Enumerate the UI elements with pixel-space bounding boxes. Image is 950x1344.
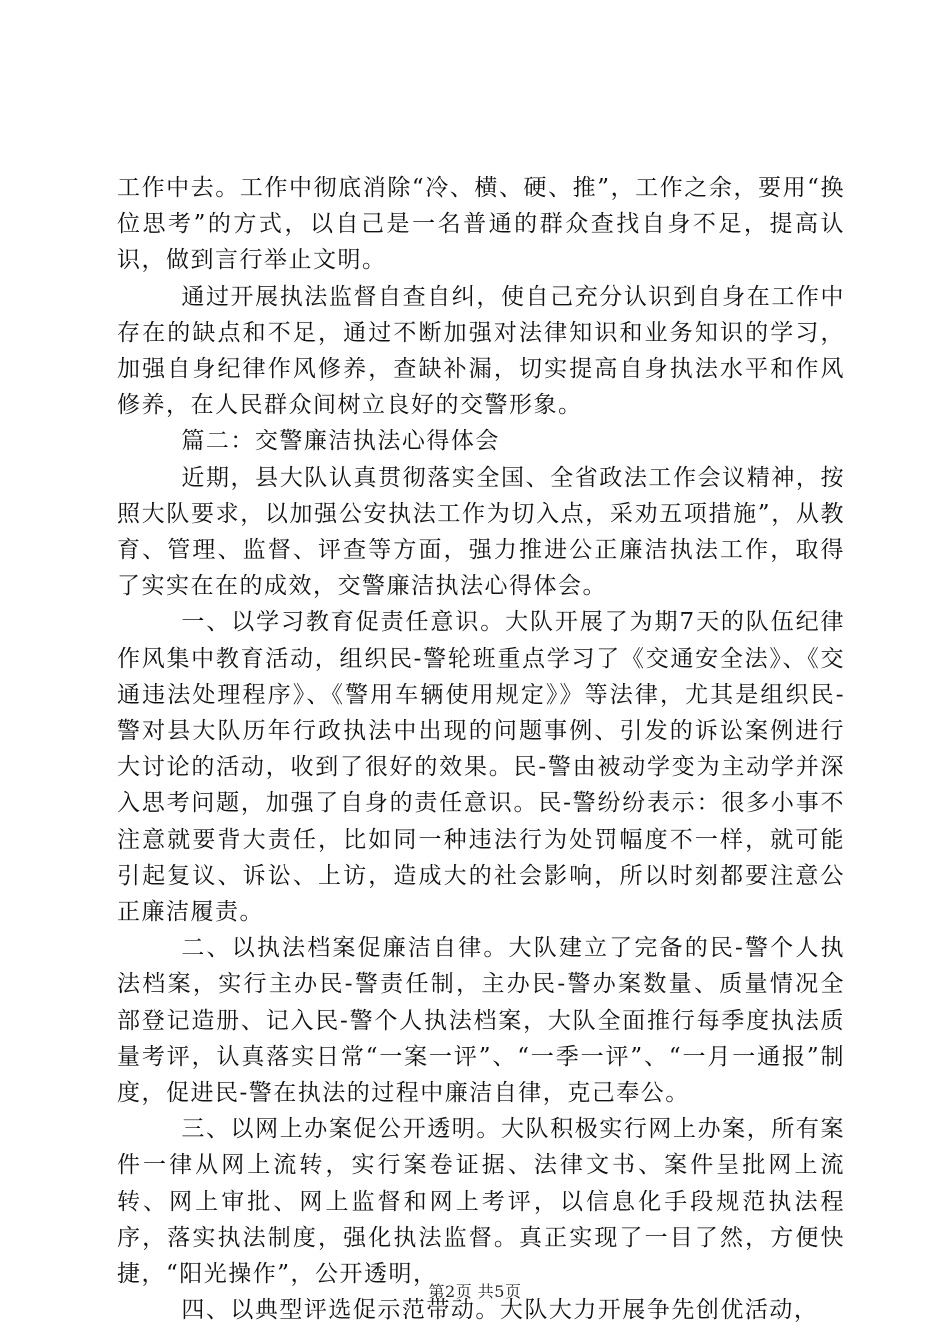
paragraph: 三、以网上办案促公开透明。大队积极实行网上办案，所有案件一律从网上流转，实行案卷证据、法律文书、案件呈批网上流转、网上审批、网上监督和网上考评，以信息化手段规范执法程序，落实执法制度，强化执法监督。真正实现了一目了然，方便快捷，“阳光操作”，公开透明， xyxy=(117,1116,845,1288)
paragraph: 通过开展执法监督自查自纠，使自己充分认识到自身在工作中存在的缺点和不足，通过不断加强对法律知识和业务知识的学习，加强自身纪律作风修养，查缺补漏，切实提高自身执法水平和作风修养，在人民群众间树立良好的交警形象。 xyxy=(117,283,845,419)
paragraph: 工作中去。工作中彻底消除“冷、横、硬、推”，工作之余，要用“换位思考”的方式，以自己是一名普通的群众查找自身不足，提高认识，做到言行举止文明。 xyxy=(117,175,845,274)
paragraph: 二、以执法档案促廉洁自律。大队建立了完备的民-警个人执法档案，实行主办民-警责任制，主办民-警办案数量、质量情况全部登记造册、记入民-警个人执法档案，大队全面推行每季度执法质量考评，认真落实日常“一案一评”、“一季一评”、“一月一通报”制度，促进民-警在执法的过程中廉洁自律，克己奉公。 xyxy=(117,935,845,1107)
document-body xyxy=(117,170,845,1329)
paragraph: 四、以典型评选促示范带动。大队大力开展争先创优活动， xyxy=(181,1297,819,1324)
paragraph: 近期，县大队认真贯彻落实全国、全省政法工作会议精神，按照大队要求，以加强公安执法工作为切入点，采劝五项措施”，从教育、管理、监督、评查等方面，强力推进公正廉洁执法工作，取得了实实在在的成效，交警廉洁执法心得体会。 xyxy=(117,464,845,600)
page-number-footer: 第2页 共5页 xyxy=(428,1282,522,1301)
paragraph: 一、以学习教育促责任意识。大队开展了为期7天的队伍纪律作风集中教育活动，组织民-警轮班重点学习了《交通安全法》、《交通违法处理程序》、《警用车辆使用规定》》等法律，尤其是组织民-警对县大队历年行政执法中出现的问题事例、引发的诉讼案例进行大讨论的活动，收到了很好的效果。民-警由被动学变为主动学并深入思考问题，加强了自身的责任意识。民-警纷纷表示：很多小事不注意就要背大责任，比如同一种违法行为处罚幅度不一样，就可能引起复议、诉讼、上访，造成大的社会影响，所以时刻都要注意公正廉洁履责。 xyxy=(117,609,845,926)
section-heading: 篇二：交警廉洁执法心得体会 xyxy=(181,428,500,455)
